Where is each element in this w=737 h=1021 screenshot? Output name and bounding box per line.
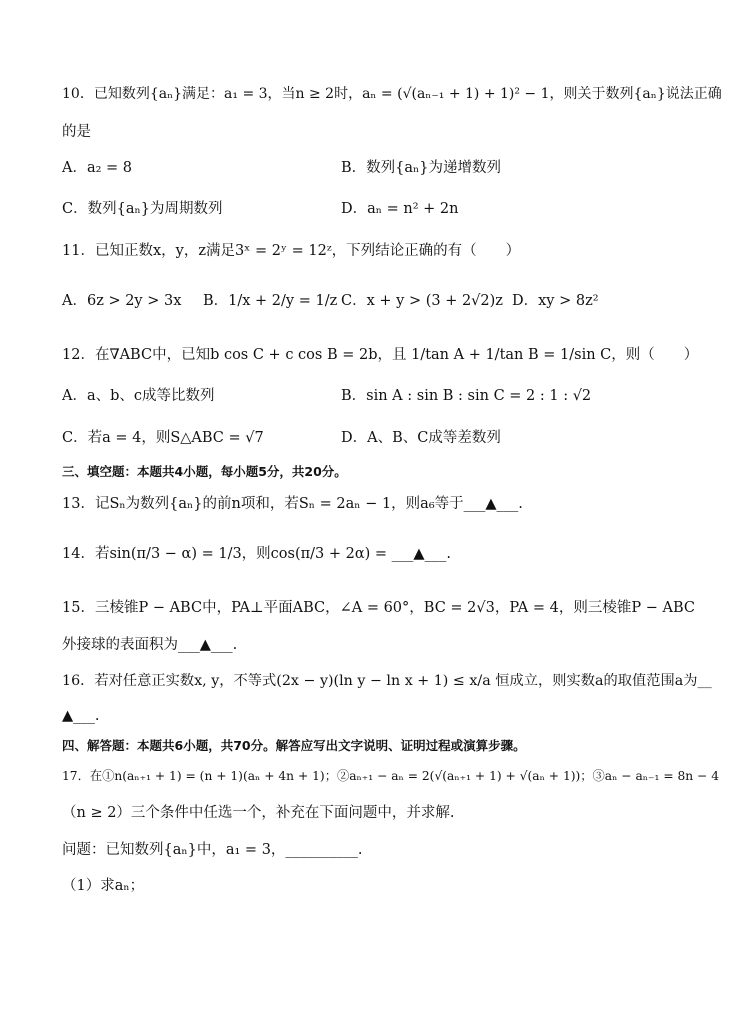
q11-option-c: C．x + y > (3 + 2√2)z [341, 293, 503, 309]
q16-line1: 16．若对任意正实数x, y，不等式(2x − y)(ln y − ln x + 1) ≤ x/a 恒成立，则实数a的取值范围a为__ [62, 673, 712, 689]
q10-option-a: A．a₂ = 8 [62, 160, 133, 176]
q13: 13．记Sₙ为数列{aₙ}的前n项和，若Sₙ = 2aₙ − 1，则a₆等于___▲___. [62, 496, 523, 512]
section-4-heading: 四、解答题：本题共6小题，共70分。解答应写出文字说明、证明过程或演算步骤。 [62, 738, 526, 753]
section-3-heading: 三、填空题：本题共4小题，每小题5分，共20分。 [62, 464, 347, 479]
q12-option-a: A．a、b、c成等比数列 [62, 388, 215, 404]
q12-option-d: D．A、B、C成等差数列 [341, 430, 501, 446]
q15-line2: 外接球的表面积为___▲___. [62, 637, 238, 653]
q11-option-a: A．6z > 2y > 3x [62, 293, 182, 309]
q12-option-b: B．sin A : sin B : sin C = 2 : 1 : √2 [341, 388, 592, 404]
q10-stem-line2: 的是 [62, 124, 91, 140]
q11-stem: 11．已知正数x，y，z满足3ˣ = 2ʸ = 12ᶻ，下列结论正确的有（ ） [62, 243, 521, 259]
q10-option-b: B．数列{aₙ}为递增数列 [341, 160, 502, 176]
q17-line1: 17．在①n(aₙ₊₁ + 1) = (n + 1)(aₙ + 4n + 1)；②aₙ₊₁ − aₙ = 2(√(aₙ₊₁ + 1) + √(aₙ + 1))；③aₙ − aₙ₋₁ = 8n − 4 [62, 769, 720, 783]
q10-option-c: C．数列{aₙ}为周期数列 [62, 201, 223, 217]
q17-part1: （1）求aₙ； [62, 878, 145, 894]
q12-stem: 12．在∇ABC中，已知b cos C + c cos B = 2b，且 1/tan A + 1/tan B = 1/sin C，则（ ） [62, 347, 699, 363]
q17-line3: 问题：已知数列{aₙ}中，a₁ = 3，__________. [62, 842, 363, 858]
q10-stem-line1: 10．已知数列{aₙ}满足：a₁ = 3，当n ≥ 2时，aₙ = (√(aₙ₋₁ + 1) + 1)² − 1，则关于数列{aₙ}说法正确 [62, 86, 722, 102]
q14: 14．若sin(π/3 − α) = 1/3，则cos(π/3 + 2α) = ___▲___. [62, 546, 451, 562]
q11-option-d: D．xy > 8z² [512, 293, 599, 309]
q11-option-b: B．1/x + 2/y = 1/z [203, 293, 338, 309]
q15-line1: 15．三棱锥P − ABC中，PA⊥平面ABC，∠A = 60°，BC = 2√3，PA = 4，则三棱锥P − ABC [62, 600, 695, 616]
q16-line2: ▲___. [62, 708, 100, 724]
q17-line2: （n ≥ 2）三个条件中任选一个，补充在下面问题中，并求解. [62, 805, 455, 821]
q10-option-d: D．aₙ = n² + 2n [341, 201, 459, 217]
q12-option-c: C．若a = 4，则S△ABC = √7 [62, 430, 264, 446]
